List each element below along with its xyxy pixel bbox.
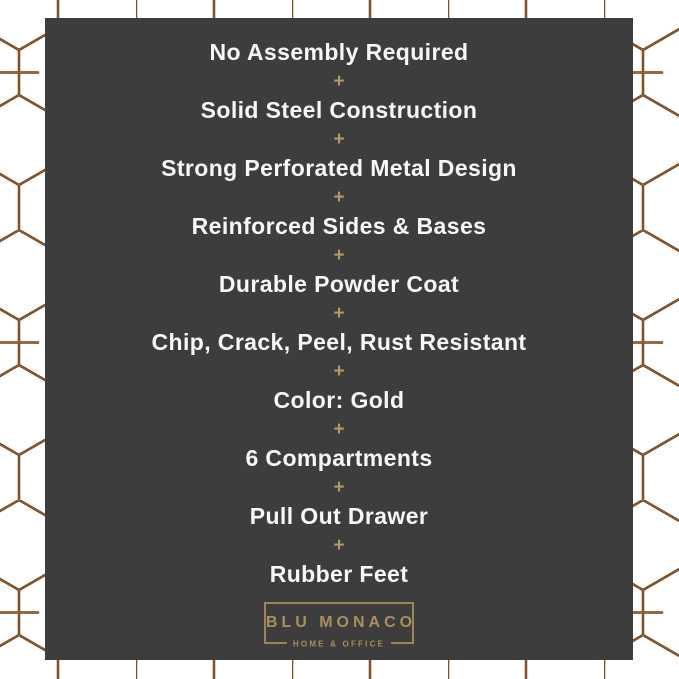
feature-powder-coat: Durable Powder Coat: [218, 271, 460, 297]
feature-rubber-feet: Rubber Feet: [269, 561, 409, 587]
plus-separator: +: [333, 187, 345, 208]
feature-compartments: 6 Compartments: [245, 445, 433, 471]
feature-panel: [45, 18, 633, 660]
feature-perforated-metal: Strong Perforated Metal Design: [161, 155, 517, 181]
feature-pull-out-drawer: Pull Out Drawer: [249, 503, 429, 529]
feature-steel-construction: Solid Steel Construction: [200, 97, 478, 123]
plus-separator: +: [333, 477, 345, 498]
brand-tagline: HOME & OFFICE: [287, 640, 391, 649]
plus-separator: +: [333, 535, 345, 556]
brand-logo: [264, 602, 417, 649]
plus-separator: +: [333, 71, 345, 92]
plus-separator: +: [333, 245, 345, 266]
plus-separator: +: [333, 419, 345, 440]
plus-separator: +: [333, 361, 345, 382]
feature-color-gold: Color: Gold: [273, 387, 405, 413]
plus-separator: +: [333, 303, 345, 324]
feature-rust-resistant: Chip, Crack, Peel, Rust Resistant: [151, 329, 527, 355]
feature-no-assembly: No Assembly Required: [209, 39, 469, 65]
plus-separator: +: [333, 129, 345, 150]
brand-name: BLU MONACO: [265, 614, 417, 631]
feature-reinforced-sides: Reinforced Sides & Bases: [191, 213, 487, 239]
